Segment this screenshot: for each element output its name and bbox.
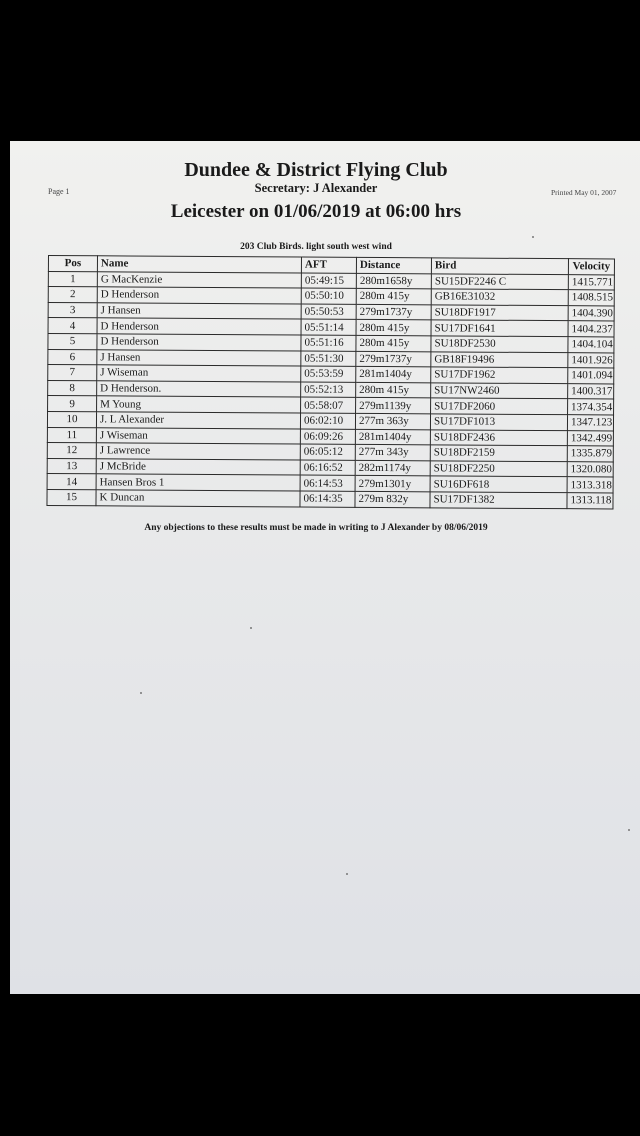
cell-distance: 277m 343y [355,445,430,461]
cell-name: D Henderson [97,318,301,335]
cell-aft: 05:52:13 [301,382,356,398]
cell-name: D Henderson [97,287,301,304]
cell-distance: 279m1737y [356,351,431,367]
cell-pos: 10 [47,411,96,427]
cell-pos: 7 [48,365,97,381]
cell-name: K Duncan [96,490,300,507]
cell-name: J Hansen [97,303,301,320]
cell-distance: 279m1737y [356,304,431,320]
cell-aft: 05:49:15 [301,273,356,289]
cell-pos: 14 [47,474,96,490]
cell-name: Hansen Bros 1 [96,474,300,491]
cell-bird: SU18DF2159 [430,445,567,461]
cell-bird: SU17DF1013 [430,414,567,430]
cell-name: D Henderson. [97,381,301,398]
cell-name: M Young [97,396,301,413]
cell-velocity: 1320.080 [567,461,613,477]
cell-bird: GB16E31032 [431,289,568,305]
cell-aft: 06:16:52 [300,460,355,476]
cell-aft: 05:50:10 [301,288,356,304]
cell-velocity: 1404.237 [568,321,614,337]
column-header-distance: Distance [356,257,431,273]
cell-bird: SU15DF2246 C [431,273,568,289]
cell-pos: 13 [47,458,96,474]
cell-pos: 2 [48,287,97,303]
cell-aft: 06:14:35 [300,491,355,507]
cell-bird: GB18F19496 [431,351,568,367]
cell-aft: 06:02:10 [300,413,355,429]
cell-aft: 05:51:14 [301,319,356,335]
cell-pos: 11 [47,427,96,443]
cell-name: J Wiseman [96,427,300,444]
cell-pos: 3 [48,302,97,318]
club-title: Dundee & District Flying Club [184,159,448,181]
objections-note: Any objections to these results must be made in writing to J Alexander by 08/06/2019 [144,523,488,533]
cell-name: D Henderson [97,334,301,351]
cell-pos: 9 [48,396,97,412]
cell-pos: 8 [48,380,97,396]
cell-name: J Wiseman [97,365,301,382]
speck [628,829,630,831]
cell-aft: 05:51:30 [301,351,356,367]
cell-bird: SU18DF2530 [431,336,568,352]
cell-velocity: 1400.317 [568,383,614,399]
cell-pos: 1 [48,271,97,287]
cell-distance: 280m 415y [356,320,431,336]
cell-pos: 12 [47,443,96,459]
cell-aft: 05:53:59 [301,366,356,382]
cell-name: J Hansen [97,349,301,366]
cell-velocity: 1415.771 [568,274,614,290]
cell-aft: 05:51:16 [301,335,356,351]
cell-velocity: 1313.118 [567,493,613,509]
cell-velocity: 1401.094 [568,368,614,384]
cell-bird: SU16DF618 [430,476,567,492]
race-heading: Leicester on 01/06/2019 at 06:00 hrs [170,201,462,222]
cell-pos: 6 [48,349,97,365]
cell-distance: 281m1404y [355,429,430,445]
speck [140,692,142,694]
cell-name: G MacKenzie [97,271,301,288]
printed-date: Printed May 01, 2007 [551,188,617,197]
speck [250,627,252,629]
cell-name: J McBride [96,459,300,476]
speck [532,236,534,238]
cell-bird: SU17DF2060 [431,398,568,414]
table-row [47,489,613,508]
cell-bird: SU17DF1641 [431,320,568,336]
cell-velocity: 1374.354 [568,399,614,415]
cell-velocity: 1347.123 [567,415,613,431]
secretary-line: Secretary: J Alexander [254,181,378,195]
cell-name: J. L Alexander [96,412,300,429]
cell-distance: 279m1139y [356,398,431,414]
cell-distance: 282m1174y [355,460,430,476]
results-table [46,255,615,509]
cell-velocity: 1408.515 [568,290,614,306]
cell-pos: 15 [47,489,96,505]
cell-aft: 05:58:07 [301,397,356,413]
cell-distance: 281m1404y [356,367,431,383]
column-header-pos: Pos [48,256,97,272]
cell-aft: 06:05:12 [300,444,355,460]
cell-velocity: 1335.879 [567,446,613,462]
cell-distance: 280m 415y [356,335,431,351]
cell-velocity: 1404.390 [568,305,614,321]
cell-aft: 06:09:26 [300,429,355,445]
cell-distance: 280m1658y [356,273,431,289]
cell-distance: 279m 832y [355,491,430,507]
cell-bird: SU18DF1917 [431,305,568,321]
column-header-aft: AFT [301,257,356,273]
cell-bird: SU17NW2460 [431,383,568,399]
column-header-velocity: Velocity [568,259,614,275]
cell-velocity: 1404.104 [568,337,614,353]
cell-bird: SU18DF2436 [430,429,567,445]
cell-velocity: 1313.318 [567,477,613,493]
cell-velocity: 1342.499 [567,430,613,446]
speck [346,873,348,875]
race-info: 203 Club Birds. light south west wind [240,242,392,252]
cell-bird: SU17DF1962 [431,367,568,383]
page-number: Page 1 [48,187,70,196]
cell-bird: SU18DF2250 [430,461,567,477]
column-header-bird: Bird [431,258,568,274]
cell-aft: 05:50:53 [301,304,356,320]
cell-pos: 5 [48,333,97,349]
cell-aft: 06:14:53 [300,475,355,491]
cell-pos: 4 [48,318,97,334]
cell-distance: 277m 363y [355,413,430,429]
cell-name: J Lawrence [96,443,300,460]
cell-distance: 280m 415y [356,289,431,305]
cell-bird: SU17DF1382 [430,492,567,508]
results-sheet [10,141,640,994]
cell-distance: 279m1301y [355,476,430,492]
cell-velocity: 1401.926 [568,352,614,368]
column-header-name: Name [97,256,301,273]
cell-distance: 280m 415y [356,382,431,398]
